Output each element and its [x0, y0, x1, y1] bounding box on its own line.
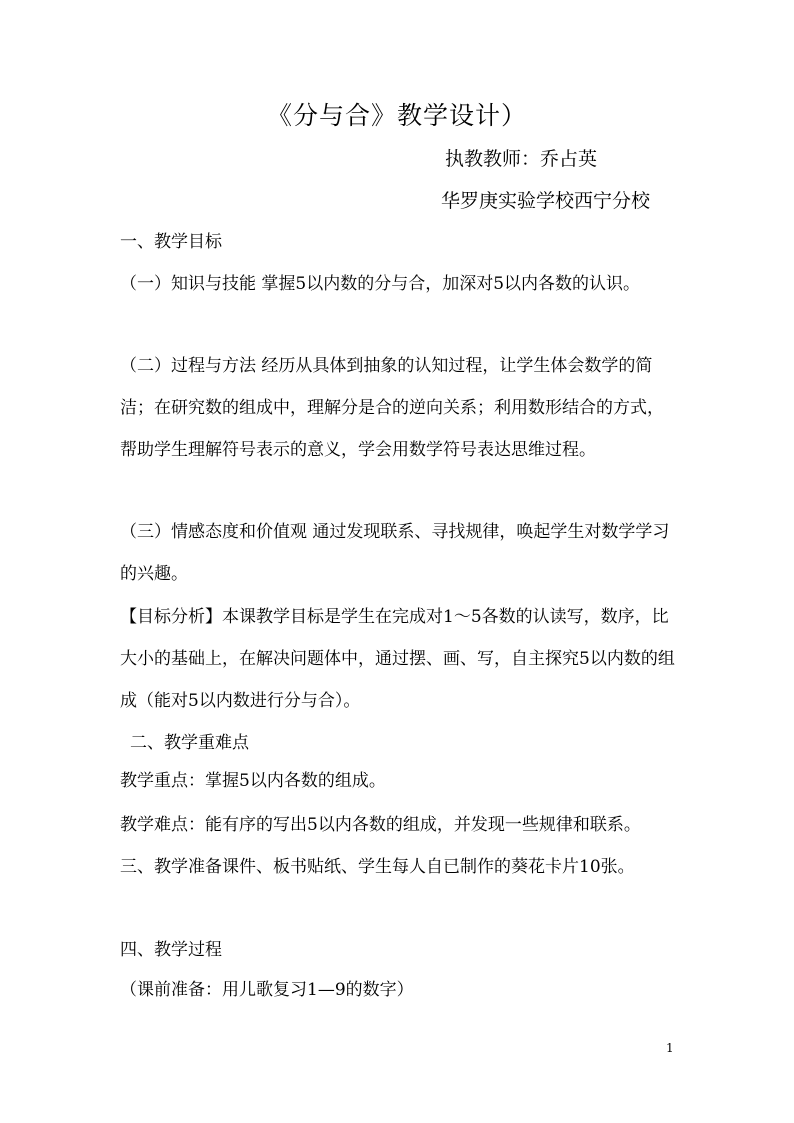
difficulty-and-preparation: 教学难点：能有序的写出5以内各数的组成，并发现一些规律和联系。 三、教学准备课件、板书贴纸、学生每人自已制作的葵花卡片10张。	[120, 815, 641, 877]
teacher-line: 执教教师：乔占英	[445, 148, 598, 170]
document-title: 《分与合》教学设计）	[266, 101, 527, 130]
goal-analysis: 【目标分析】本课教学目标是学生在完成对1～5各数的认读写，数序，比大小的基础上，在解决问题体中，通过摆、画、写，自主探究5以内数的组成（能对5以内数进行分与合）。	[120, 607, 675, 711]
key-points-heading: 二、教学重难点	[130, 733, 249, 753]
key-point: 教学重点：掌握5以内各数的组成。	[120, 771, 386, 791]
school-line: 华罗庚实验学校西宁分校	[441, 190, 651, 212]
goal-knowledge-skills: （一）知识与技能 掌握5以内数的分与合，加深对5以内各数的认识。	[120, 274, 641, 294]
process-heading: 四、教学过程	[120, 940, 222, 960]
page-number: 1	[666, 1041, 674, 1055]
goal-process-method: （二）过程与方法 经历从具体到抽象的认知过程，让学生体会数学的简洁；在研究数的组成中，理解分是合的逆向关系；利用数形结合的方式，帮助学生理解符号表示的意义，学会用数学符号表达思维过程。	[120, 356, 664, 460]
class-preparation: （课前准备：用儿歌复习1—9的数字）	[120, 980, 414, 1000]
goal-emotion-attitude: （三）情感态度和价值观 通过发现联系、寻找规律，唤起学生对数学学习的兴趣。	[120, 522, 670, 584]
goals-heading: 一、教学目标	[120, 232, 222, 252]
